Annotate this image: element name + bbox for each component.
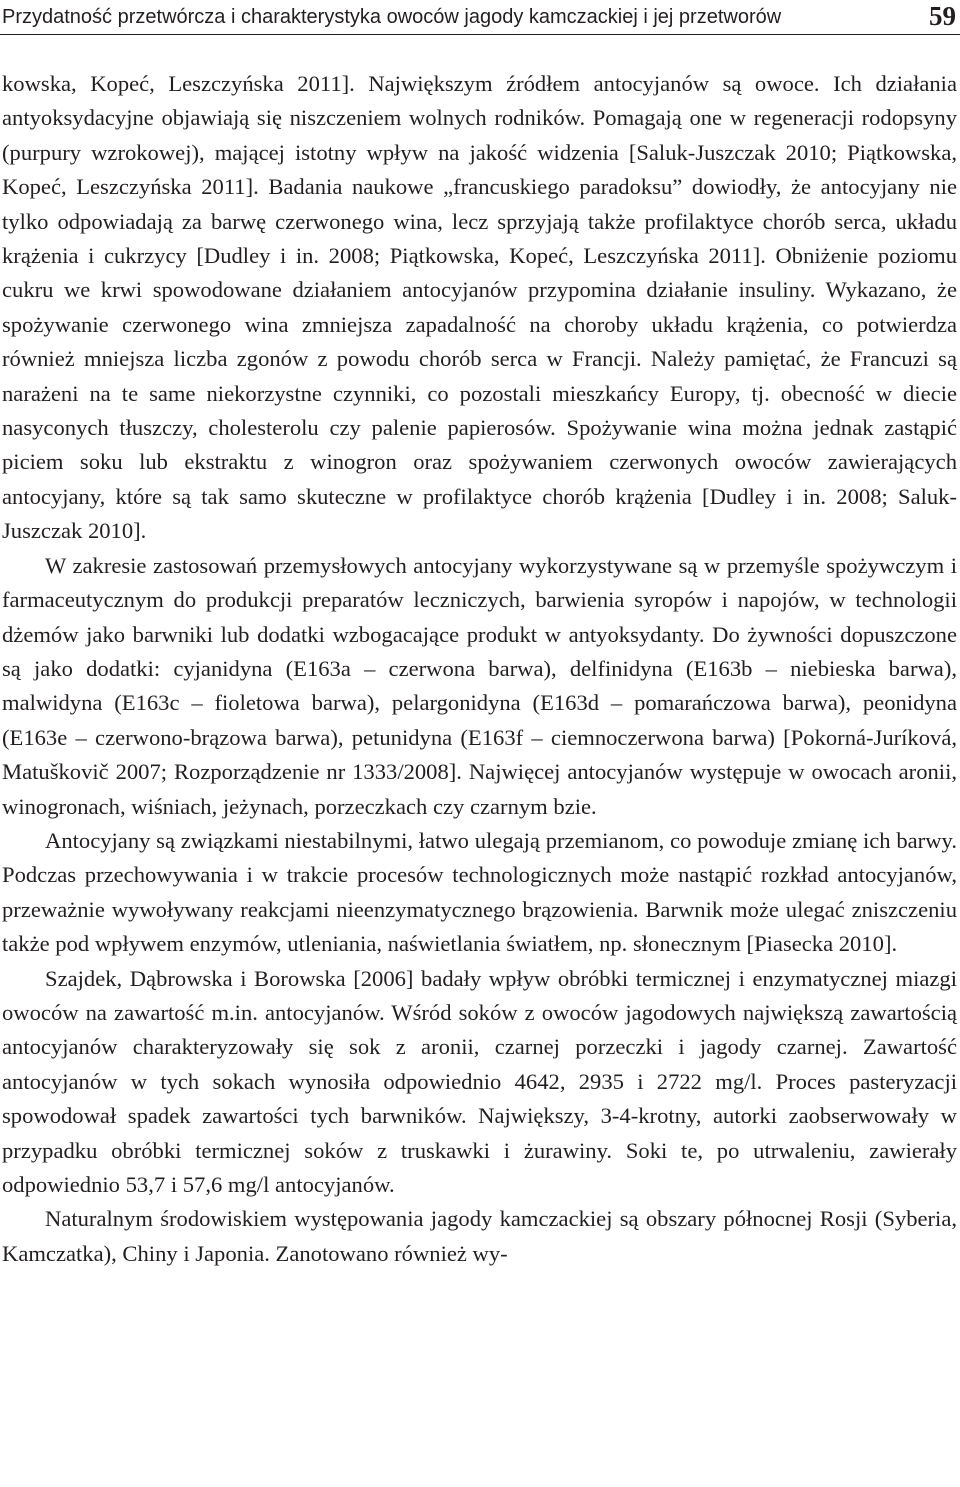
paragraph: Szajdek, Dąbrowska i Borowska [2006] badały wpływ obróbki termicznej i enzymatycznej miazgi owoców na zawartość m.in. antocyjanów. Wśród soków z owoców jagodowych największą zawartością antocyjanów charakteryzowały się sok z aronii, czarnej porzeczki i jagody czarnej. Zawartość antocyjanów w tych sokach wynosiła odpowiednio 4642, 2935 i 2722 mg/l. Proces pasteryzacji spowodował spadek zawartości tych barwników. Największy, 3-4-krotny, autorki zaobserwowały w przypadku obróbki termicznej soków z truskawki i żurawiny. Soki te, po utrwaleniu, zawierały odpowiednio 53,7 i 57,6 mg/l antocyjanów. [2, 965, 957, 1197]
paragraph: Antocyjany są związkami niestabilnymi, łatwo ulegają przemianom, co powoduje zmianę ich barwy. Podczas przechowywania i w trakcie procesów technologicznych może nastąpić rozkład antocyjanów, przeważnie wywoływany reakcjami nieenzymatycznego brązowienia. Barwnik może ulegać zniszczeniu także pod wpływem enzymów, utleniania, naświetlania światłem, np. słonecznym [Piasecka 2010]. [2, 827, 957, 957]
running-header [0, 0, 960, 35]
body-text [2, 67, 957, 1271]
running-header-title: Przydatność przetwórcza i charakterystyka owoców jagody kamczackiej i jej przetworów [2, 6, 782, 28]
paragraph-truncated: Naturalnym środowiskiem występowania jagody kamczackiej są obszary północnej Rosji (Syberia, Kamczatka), Chiny i Japonia. Zanotowano również wy- [2, 1206, 957, 1266]
paragraph-continued: kowska, Kopeć, Leszczyńska 2011]. Największym źródłem antocyjanów są owoce. Ich działania antyoksydacyjne objawiają się niszczeniem wolnych rodników. Pomagają one w regeneracji rodopsyny (purpury wzrokowej), mającej istotny wpływ na jakość widzenia [Saluk-Juszczak 2010; Piątkowska, Kopeć, Leszczyńska 2011]. Badania naukowe „francuskiego paradoksu” dowiodły, że antocyjany nie tylko odpowiadają za barwę czerwonego wina, lecz sprzyjają także profilaktyce chorób serca, układu krążenia i cukrzycy [Dudley i in. 2008; Piątkowska, Kopeć, Leszczyńska 2011]. Obniżenie poziomu cukru we krwi spowodowane działaniem antocyjanów przypomina działanie insuliny. Wykazano, że spożywanie czerwonego wina zmniejsza zapadalność na choroby układu krążenia, co potwierdza również mniejsza liczba zgonów z powodu chorób serca w Francji. Należy pamiętać, że Francuzi są narażeni na te same niekorzystne czynniki, co pozostali mieszkańcy Europy, tj. obecność w diecie nasyconych tłuszczy, cholesterolu czy palenie papierosów. Spożywanie wina można jednak zastąpić piciem soku lub ekstraktu z winogron oraz spożywaniem czerwonych owoców zawierających antocyjany, które są tak samo skuteczne w profilaktyce chorób krążenia [Dudley i in. 2008; Saluk-Juszczak 2010]. [2, 71, 957, 544]
page-number: 59 [929, 1, 956, 31]
paragraph: W zakresie zastosowań przemysłowych antocyjany wykorzystywane są w przemyśle spożywczym i farmaceutycznym do produkcji preparatów leczniczych, barwienia syropów i napojów, w technologii dżemów jako barwniki lub dodatki wzbogacające produkt w antyoksydanty. Do żywności dopuszczone są jako dodatki: cyjanidyna (E163a – czerwona barwa), delfinidyna (E163b – niebieska barwa), malwidyna (E163c – fioletowa barwa), pelargonidyna (E163d – pomarańczowa barwa), peonidyna (E163e – czerwono-brązowa barwa), petunidyna (E163f – ciemnoczerwona barwa) [Pokorná-Juríková, Matuškovič 2007; Rozporządzenie nr 1333/2008]. Najwięcej antocyjanów występuje w owocach aronii, winogronach, wiśniach, jeżynach, porzeczkach czy czarnym bzie. [2, 552, 957, 819]
